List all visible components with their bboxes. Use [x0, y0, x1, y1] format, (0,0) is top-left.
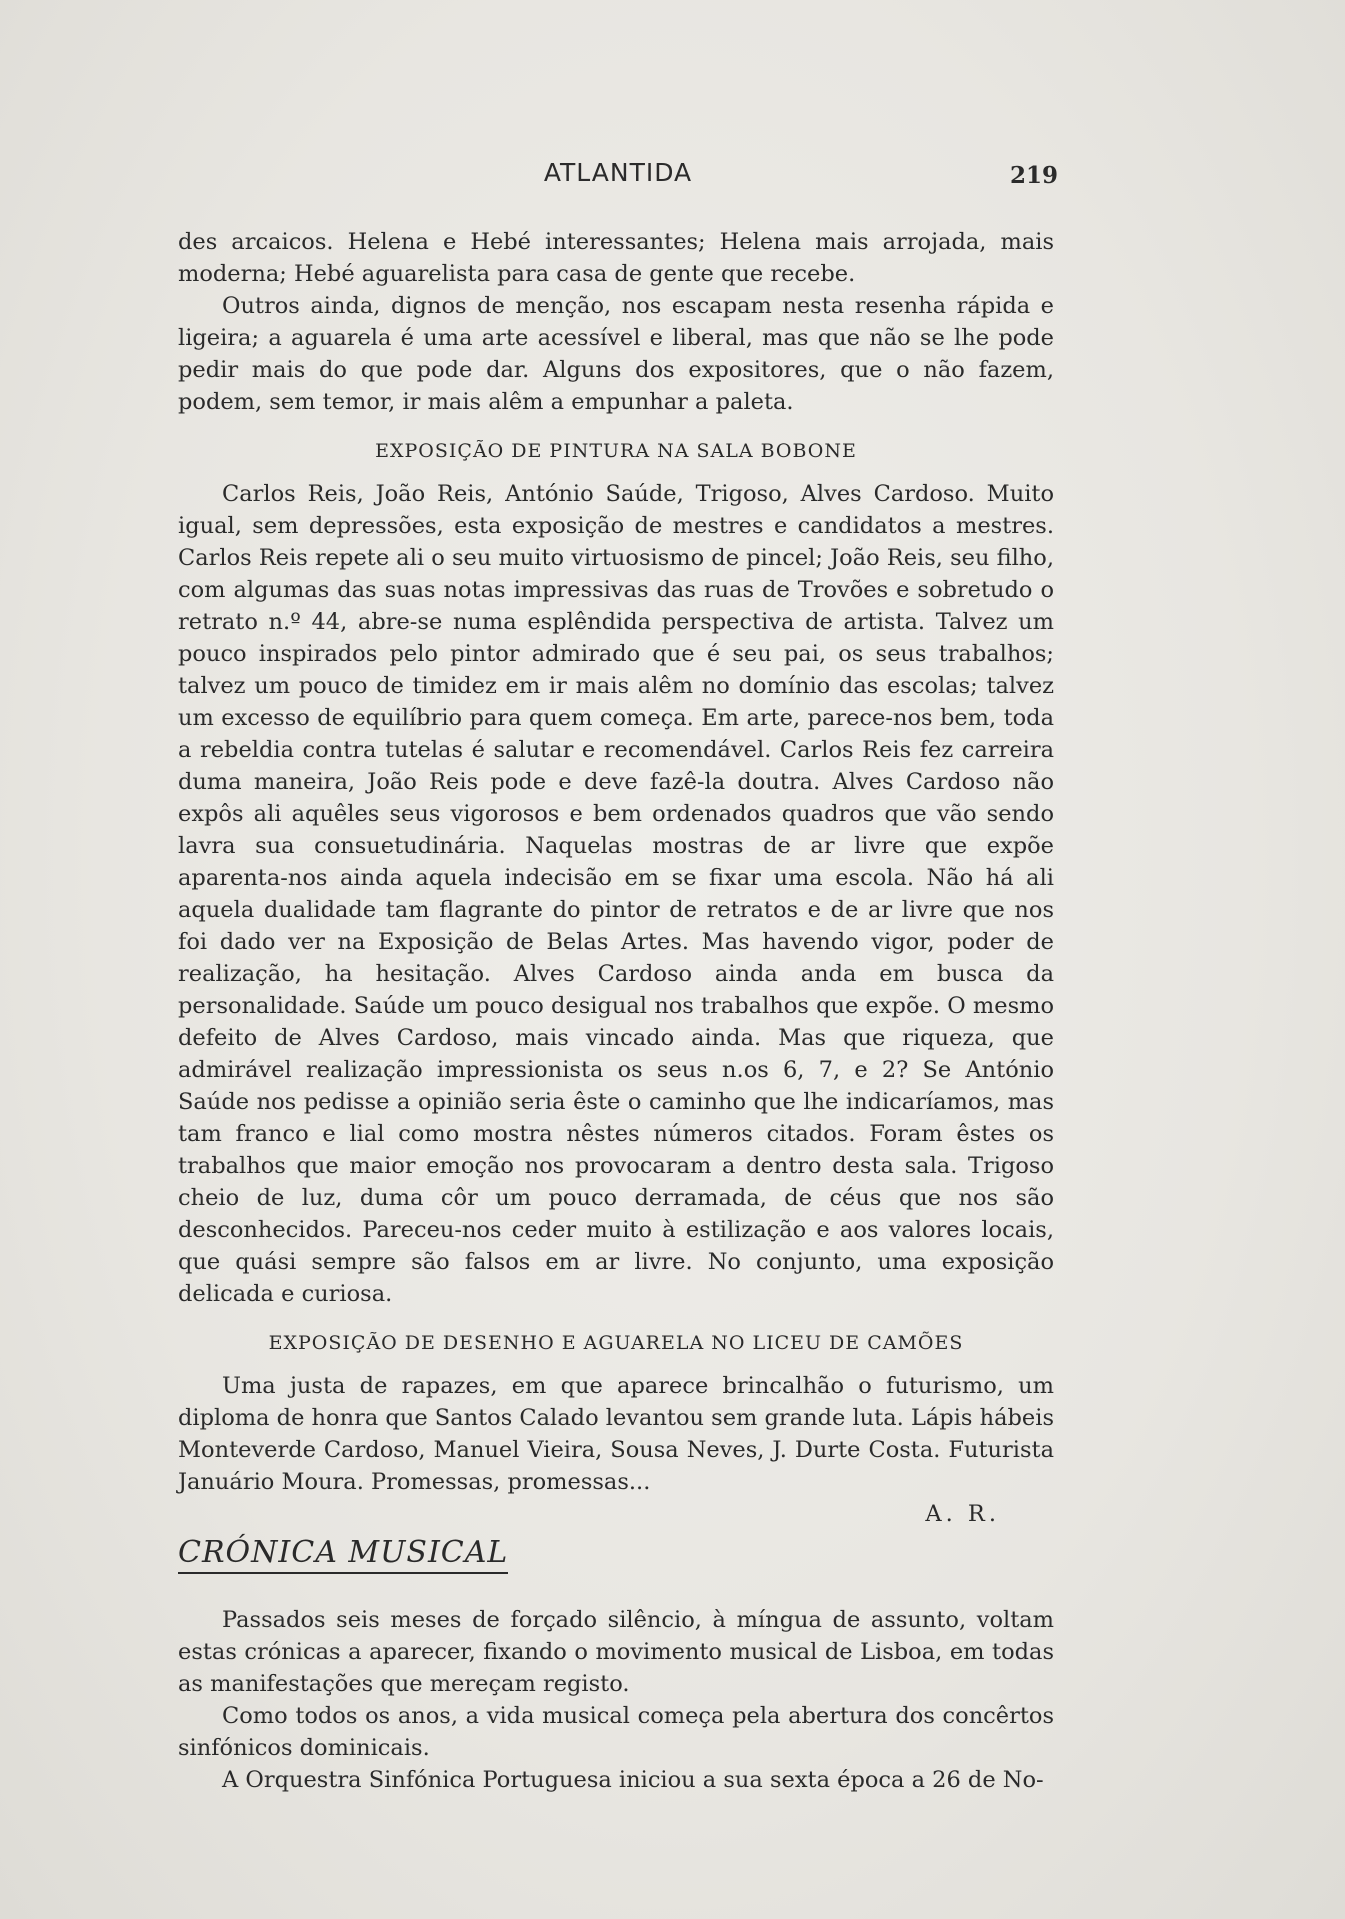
paragraph: des arcaicos. Helena e Hebé interessantes; Helena mais arrojada, mais moderna; Hebé aguarelista para casa de gente que recebe. [178, 229, 1054, 287]
article-body [178, 226, 1054, 1796]
running-title: ATLANTIDA [543, 158, 693, 187]
chronicle-title: CRÓNICA MUSICAL [178, 1536, 508, 1574]
paragraph: Carlos Reis, João Reis, António Saúde, Trigoso, Alves Cardoso. Muito igual, sem depressões, esta exposição de mestres e candidatos a mestres. Carlos Reis repete ali o seu muito virtuosismo de pincel; João Reis, seu filho, com algumas das suas notas impressivas das ruas de Trovões e sobretudo o retrato n.º 44, abre-se numa esplêndida perspectiva de artista. Talvez um pouco inspirados pelo pintor admirado que é seu pai, os seus trabalhos; talvez um pouco de timidez em ir mais alêm no domínio das escolas; talvez um excesso de equilíbrio para quem começa. Em arte, parece-nos bem, toda a rebeldia contra tutelas é salutar e recomendável. Carlos Reis fez carreira duma maneira, João Reis pode e deve fazê-la doutra. Alves Cardoso não expôs ali aquêles seus vigorosos e bem ordenados quadros que vão sendo lavra sua consuetudinária. Naquelas mostras de ar livre que expõe aparenta-nos ainda aquela indecisão em se fixar uma escola. Não há ali aquela dualidade tam flagrante do pintor de retratos e de ar livre que nos foi dado ver na Exposição de Belas Artes. Mas havendo vigor, poder de realização, ha hesitação. Alves Cardoso ainda anda em busca da personalidade. Saúde um pouco desigual nos trabalhos que expõe. O mesmo defeito de Alves Cardoso, mais vincado ainda. Mas que riqueza, que admirável realização impressionista os seus n.os 6, 7, e 2? Se António Saúde nos pedisse a opinião seria êste o caminho que lhe indicaríamos, mas tam franco e lial como mostra nêstes números citados. Foram êstes os trabalhos que maior emoção nos provocaram a dentro desta sala. Trigoso cheio de luz, duma côr um pouco derramada, de céus que nos são desconhecidos. Pareceu-nos ceder muito à estilização e aos valores locais, que quási sempre são falsos em ar livre. No conjunto, uma exposição delicada e curiosa. [178, 481, 1054, 1307]
paragraph: Outros ainda, dignos de menção, nos escapam nesta resenha rápida e ligeira; a aguarela é uma arte acessível e liberal, mas que não se lhe pode pedir mais do que pode dar. Alguns dos expositores, que o não fazem, podem, sem temor, ir mais alêm a empunhar a paleta. [178, 293, 1054, 415]
page-number: 219 [1009, 162, 1058, 189]
paragraph: Passados seis meses de forçado silêncio, à míngua de assunto, voltam estas crónicas a aparecer, fixando o movimento musical de Lisboa, em todas as manifestações que mereçam registo. [178, 1607, 1054, 1697]
running-header [178, 158, 1058, 198]
section-heading-desenho: EXPOSIÇÃO DE DESENHO E AGUARELA NO LICEU DE CAMÕES [268, 1332, 964, 1354]
author-signature: A. R. [925, 1501, 1000, 1527]
paragraph: Uma justa de rapazes, em que aparece brincalhão o futurismo, um diploma de honra que Santos Calado levantou sem grande luta. Lápis hábeis Monteverde Cardoso, Manuel Vieira, Sousa Neves, J. Durte Costa. Futurista Januário Moura. Promessas, promessas... [178, 1373, 1054, 1495]
section-heading-pintura: EXPOSIÇÃO DE PINTURA NA SALA BOBONE [375, 440, 857, 462]
paragraph: A Orquestra Sinfónica Portuguesa iniciou a sua sexta época a 26 de No- [222, 1767, 1044, 1793]
paragraph: Como todos os anos, a vida musical começa pela abertura dos concêrtos sinfónicos dominicais. [178, 1703, 1054, 1761]
